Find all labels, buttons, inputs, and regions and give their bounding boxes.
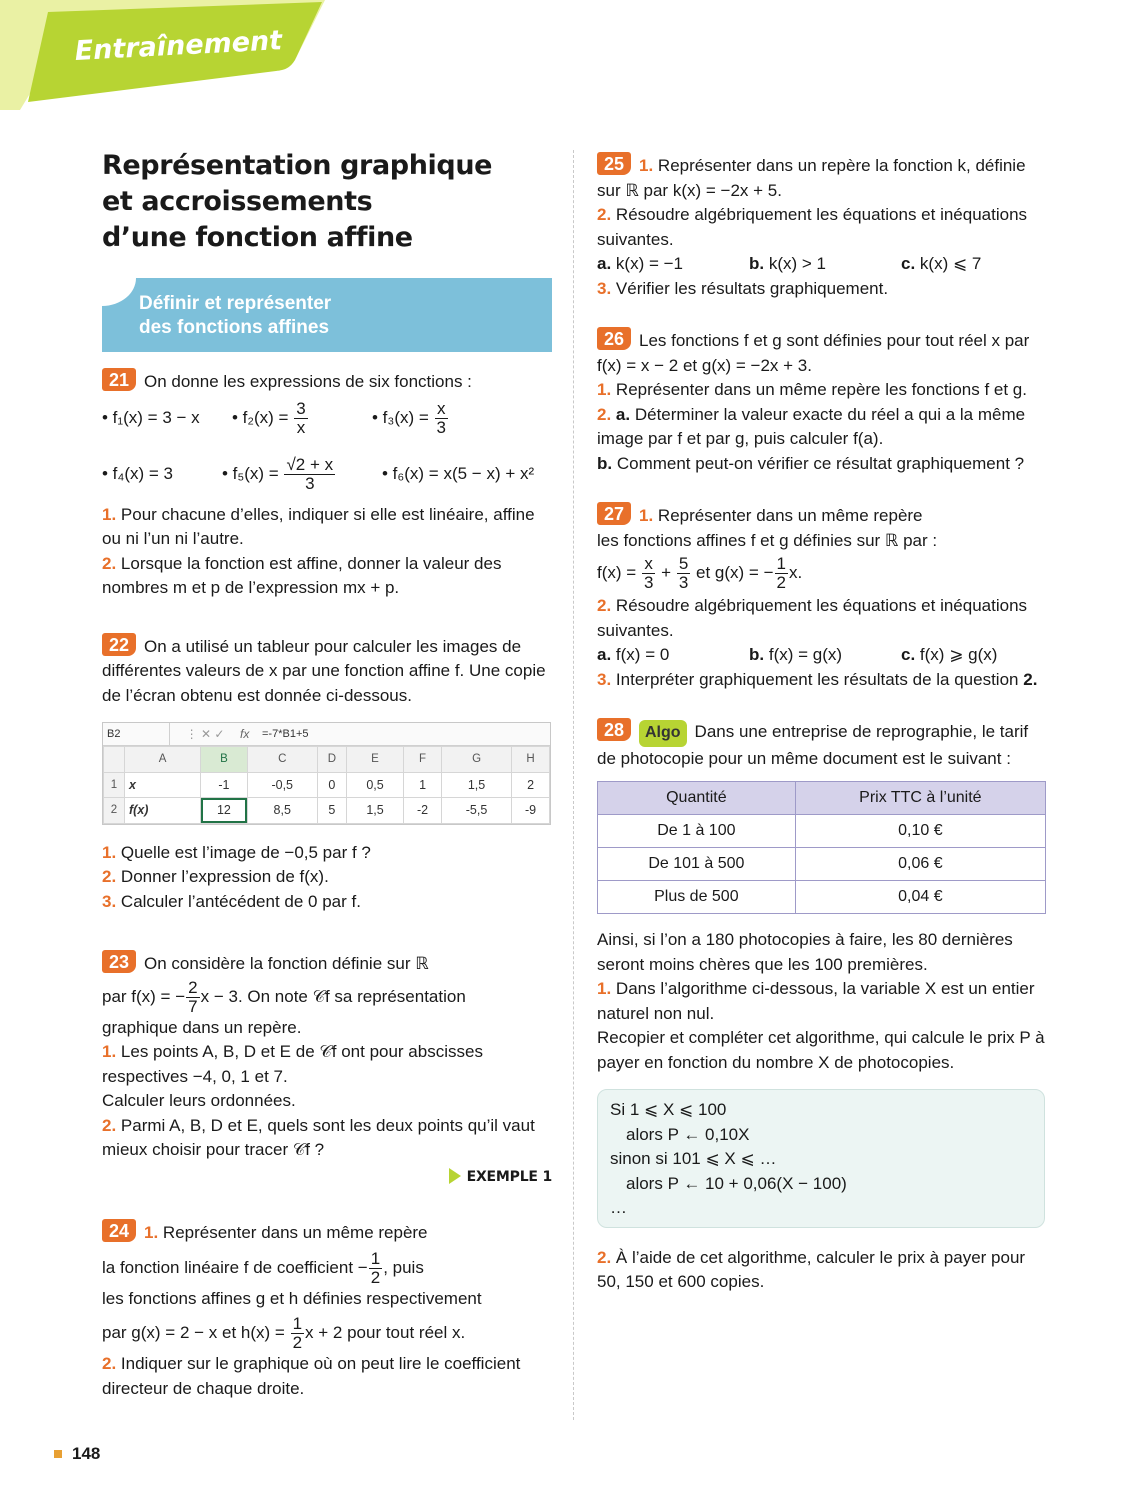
page-marker-square	[54, 1450, 62, 1458]
exercise-26: 26 Les fonctions f et g sont définies pour tout réel x par f(x) = x − 2 et g(x) = −2x + 3. 1. Représenter dans un même repère les fonctions f et g. 2. a. Déterminer la valeur exacte du réel a qui a la même image par f et par g, puis calculer f(a). b. Comment peut-on vérifier ce résultat graphiquement ?	[597, 329, 1030, 473]
exercise-28: 28 Algo Dans une entreprise de reprographie, le tarif de photocopie pour un même document est le suivant : Quantité Prix TTC à l’unité De 1 à 100 0,10 € De 101 à 500 0,06 € Plus de 500 0,04 € Ainsi, si l’on a 180 photocopies à faire, les 80 dernières seront moins chères que les 100 premières. 1. Dans l’algorithme ci-dessous, la variable X est un entier naturel non nul. Recopier et compléter cet algorithme, qui calcule le prix P à payer en fonction du nombre X de photocopies. Si 1 ⩽ X ⩽ 100 alors P ← 0,10X sinon si 101 ⩽ X ⩽ … alors P ← 10 + 0,06(X − 100) … 2. À l’aide de cet algorithme, calculer le prix à payer pour 50, 150 et 600 copies.	[597, 720, 1045, 1291]
table-header: Prix TTC à l’unité	[795, 782, 1045, 815]
formula-bar	[103, 723, 550, 746]
exercise-23: 23 On considère la fonction définie sur ℝ par f(x) = − $\frac{2}{7}$ x − 3. On note 𝒞f sa représentation graphique dans un repère. 1. Les points A, B, D et E de 𝒞f ont pour abscisses respectives −4, 0, 1 et 7. Calculer leurs ordonnées. 2. Parmi A, B, D et E, quels sont les deux points qu’il vaut mieux choisir pour tracer 𝒞f ? EXEMPLE 1	[102, 950, 552, 1189]
exercise-number: 23	[102, 950, 136, 973]
function-f1: • f₁(x) = 3 − x	[102, 408, 200, 428]
function-f5: • f₅(x) = $\frac{√2 + x}{3}$	[222, 455, 334, 493]
header-tab-title: Entraînement	[74, 25, 283, 67]
play-triangle-icon	[449, 1168, 461, 1184]
exercise-number: 28	[597, 718, 631, 741]
exercise-number: 25	[597, 152, 631, 175]
function-f3: • f₃(x) = $\frac{x}{3}$	[372, 399, 446, 437]
exercise-number: 24	[102, 1219, 136, 1242]
exercise-number: 26	[597, 327, 631, 350]
right-column	[597, 148, 1047, 1321]
section-title: Représentation graphique et accroissements d’une fonction affine	[102, 150, 493, 253]
algo-badge: Algo	[639, 720, 687, 747]
exercise-number: 27	[597, 502, 631, 525]
formula-bar-icons: ⋮ ✕ ✓	[185, 726, 225, 741]
price-table	[597, 781, 1046, 914]
function-f2: • f₂(x) = $\frac{3}{x}$	[232, 399, 306, 437]
cell-reference: B2	[103, 723, 170, 745]
exercise-24: 24 1. Représenter dans un même repère la fonction linéaire f de coefficient − $\frac{1}{2}$ , puis les fonctions affines g et h définies respectivement par g(x) = 2 − x et h(x) = $\frac{1}{2}$ x + 2 pour tout réel x. 2. Indiquer sur le graphique où on peut lire le coefficient directeur de chaque droite.	[102, 1221, 521, 1398]
spreadsheet-grid	[103, 746, 550, 824]
page-number: 148	[54, 1444, 100, 1464]
active-cell: 12	[201, 798, 247, 824]
algorithm-box: Si 1 ⩽ X ⩽ 100 alors P ← 0,10X sinon si 101 ⩽ X ⩽ … alors P ← 10 + 0,06(X − 100) …	[597, 1089, 1045, 1228]
exercise-22: 22 On a utilisé un tableur pour calculer les images de différentes valeurs de x par une fonction affine f. Une copie de l’écran obtenu est donnée ci-dessous. B2 ⋮ ✕ ✓ fx =-7*B1+5 A B C D E F G H 1 x -1 -0,5 0 0,5 1 1,5 2 2 f(x) 12 8,5 5 1,5 -2 -5,5 -9 1. Quelle est l’image de −0,5 par f ? 2. Donner l’expression de f(x). 3. Calculer l’antécédent de 0 par f.	[102, 633, 552, 915]
function-f6: • f₆(x) = x(5 − x) + x²	[382, 464, 535, 484]
table-row: 2 f(x) 12 8,5 5 1,5 -2 -5,5 -9	[104, 798, 550, 824]
exercise-21: 21 On donne les expressions de six fonctions : • f₁(x) = 3 − x • f₂(x) = $\frac{3}{x}$ • f₃(x) = $\frac{x}{3}$ • f₄(x) = 3 • f₅(x) = $\frac{√2 + x}{3}$ • f₆(x) = x(5 − x) + x² 1. Pour chacune d’elles, indiquer si elle est linéaire, affine ou ni l’un ni l’autre. 2. Lorsque la fonction est affine, donner la valeur des nombres m et p de l’expression mx + p.	[102, 370, 535, 597]
subsection-title: Définir et représenter des fonctions affines	[102, 278, 552, 352]
fx-icon: fx	[240, 726, 250, 741]
exercise-25: 25 1. Représenter dans un repère la fonction k, définie sur ℝ par k(x) = −2x + 5. 2. Résoudre algébriquement les équations et inéquations suivantes. a. k(x) = −1 b. k(x) > 1 c. k(x) ⩽ 7 3. Vérifier les résultats graphiquement.	[597, 154, 1028, 298]
formula-text: =-7*B1+5	[262, 727, 309, 740]
spreadsheet-screenshot	[102, 722, 551, 825]
function-f4: • f₄(x) = 3	[102, 464, 173, 484]
exercise-27: 27 1. Représenter dans un même repère les fonctions affines f et g définies sur ℝ par : f(x) = $\frac{x}{3}$ + $\frac{5}{3}$ et g(x) = − $\frac{1}{2}$ x. 2. Résoudre algébriquement les équations et inéquations suivantes. a. f(x) = 0 b. f(x) = g(x) c. f(x) ⩾ g(x) 3. Interpréter graphiquement les résultats de la question 2.	[597, 504, 1038, 689]
table-row: De 101 à 500 0,06 €	[598, 848, 1046, 881]
exercise-number: 21	[102, 368, 136, 391]
table-row: De 1 à 100 0,10 €	[598, 815, 1046, 848]
left-column	[102, 148, 552, 1427]
column-divider	[573, 150, 574, 1420]
exercise-number: 22	[102, 633, 136, 656]
column-header-row: A B C D E F G H	[104, 747, 550, 773]
table-header: Quantité	[598, 782, 796, 815]
exemple-link[interactable]: EXEMPLE 1	[102, 1165, 552, 1190]
table-row: Plus de 500 0,04 €	[598, 881, 1046, 914]
table-row: 1 x -1 -0,5 0 0,5 1 1,5 2	[104, 772, 550, 798]
